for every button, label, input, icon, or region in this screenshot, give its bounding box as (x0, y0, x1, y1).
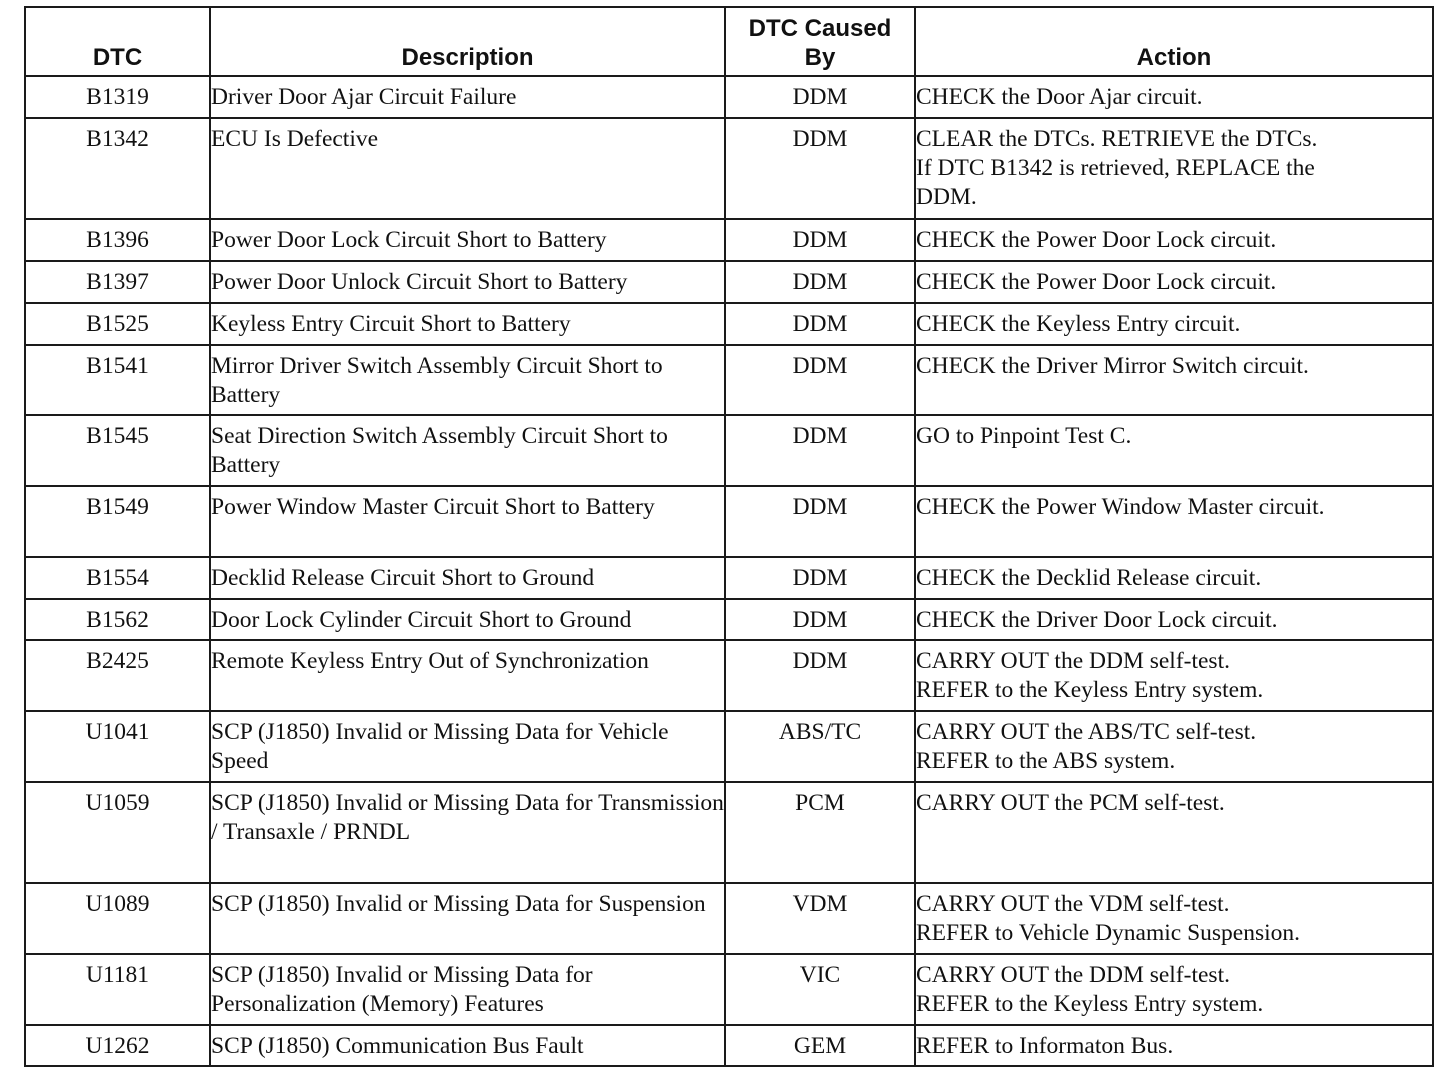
dtc-description: Driver Door Ajar Circuit Failure (210, 76, 725, 118)
dtc-action (915, 303, 1433, 345)
dtc-code: U1041 (25, 711, 210, 782)
dtc-description: Keyless Entry Circuit Short to Battery (210, 303, 725, 345)
dtc-description: Power Door Unlock Circuit Short to Battery (210, 261, 725, 303)
dtc-caused-by: DDM (725, 640, 915, 711)
dtc-code: U1181 (25, 954, 210, 1025)
dtc-description: Remote Keyless Entry Out of Synchronization (210, 640, 725, 711)
dtc-caused-by: DDM (725, 599, 915, 640)
dtc-action-line: CARRY OUT the DDM self-test. (916, 648, 1230, 674)
dtc-action (915, 782, 1433, 883)
dtc-action-line: REFER to Informaton Bus. (916, 1033, 1174, 1059)
dtc-description: SCP (J1850) Communication Bus Fault (210, 1025, 725, 1066)
dtc-code: B2425 (25, 640, 210, 711)
dtc-caused-by: ABS/TC (725, 711, 915, 782)
header-caused-by-line2: By (804, 44, 836, 71)
dtc-caused-by: VIC (725, 954, 915, 1025)
dtc-action (915, 557, 1433, 599)
dtc-action-line: REFER to Vehicle Dynamic Suspension. (916, 920, 1301, 946)
dtc-action-line: REFER to the ABS system. (916, 748, 1176, 774)
header-row (25, 7, 1433, 76)
dtc-action-line: CHECK the Power Window Master circuit. (916, 494, 1325, 520)
dtc-action-line: CARRY OUT the PCM self-test. (916, 790, 1225, 816)
table-body (25, 76, 1433, 1066)
dtc-description: ECU Is Defective (210, 118, 725, 219)
table-row (25, 640, 1433, 711)
dtc-action (915, 261, 1433, 303)
dtc-action-line: GO to Pinpoint Test C. (916, 423, 1132, 449)
dtc-caused-by: DDM (725, 415, 915, 486)
dtc-action-line: CLEAR the DTCs. RETRIEVE the DTCs. (916, 126, 1318, 152)
dtc-description: SCP (J1850) Invalid or Missing Data for Personalization (Memory) Features (210, 954, 725, 1025)
dtc-action (915, 486, 1433, 557)
header-caused-by-line1: DTC Caused (748, 15, 892, 42)
dtc-action-line: CARRY OUT the VDM self-test. (916, 891, 1230, 917)
header-caused-by (725, 7, 915, 76)
dtc-action (915, 640, 1433, 711)
dtc-action-line: CARRY OUT the DDM self-test. (916, 962, 1230, 988)
dtc-code: B1397 (25, 261, 210, 303)
dtc-action-line: REFER to the Keyless Entry system. (916, 677, 1264, 703)
dtc-code: B1549 (25, 486, 210, 557)
dtc-code: B1342 (25, 118, 210, 219)
dtc-action-line: CHECK the Door Ajar circuit. (916, 84, 1203, 110)
dtc-action-line: If DTC B1342 is retrieved, REPLACE the (916, 155, 1315, 181)
dtc-caused-by: VDM (725, 883, 915, 954)
dtc-action-line: CHECK the Power Door Lock circuit. (916, 269, 1277, 295)
dtc-action-line: CHECK the Decklid Release circuit. (916, 565, 1262, 591)
dtc-caused-by: DDM (725, 118, 915, 219)
dtc-caused-by: GEM (725, 1025, 915, 1066)
table-row (25, 954, 1433, 1025)
table-row (25, 1025, 1433, 1066)
table-row (25, 415, 1433, 486)
dtc-action (915, 415, 1433, 486)
dtc-action-line: DDM. (916, 184, 977, 210)
dtc-action (915, 219, 1433, 261)
dtc-action-line: CARRY OUT the ABS/TC self-test. (916, 719, 1257, 745)
header-dtc: DTC (25, 7, 210, 76)
dtc-caused-by: DDM (725, 261, 915, 303)
table-row (25, 711, 1433, 782)
dtc-caused-by: DDM (725, 345, 915, 415)
dtc-action-line: CHECK the Power Door Lock circuit. (916, 227, 1277, 253)
dtc-code: U1262 (25, 1025, 210, 1066)
dtc-description: Power Window Master Circuit Short to Battery (210, 486, 725, 557)
dtc-code: B1554 (25, 557, 210, 599)
dtc-code: B1545 (25, 415, 210, 486)
dtc-code: B1319 (25, 76, 210, 118)
dtc-table (24, 6, 1434, 1067)
dtc-caused-by: DDM (725, 219, 915, 261)
table-row (25, 782, 1433, 883)
dtc-description: Power Door Lock Circuit Short to Battery (210, 219, 725, 261)
dtc-code: B1525 (25, 303, 210, 345)
dtc-action-line: REFER to the Keyless Entry system. (916, 991, 1264, 1017)
dtc-action (915, 118, 1433, 219)
dtc-caused-by: PCM (725, 782, 915, 883)
dtc-description: SCP (J1850) Invalid or Missing Data for Transmission / Transaxle / PRNDL (210, 782, 725, 883)
header-action: Action (915, 7, 1433, 76)
table-row (25, 883, 1433, 954)
dtc-code: B1541 (25, 345, 210, 415)
dtc-description: SCP (J1850) Invalid or Missing Data for Suspension (210, 883, 725, 954)
table-row (25, 557, 1433, 599)
table-row (25, 76, 1433, 118)
table-row (25, 599, 1433, 640)
table-row (25, 219, 1433, 261)
dtc-caused-by: DDM (725, 303, 915, 345)
dtc-description: SCP (J1850) Invalid or Missing Data for Vehicle Speed (210, 711, 725, 782)
dtc-caused-by: DDM (725, 486, 915, 557)
dtc-action (915, 883, 1433, 954)
table-row (25, 345, 1433, 415)
dtc-action (915, 599, 1433, 640)
dtc-action (915, 954, 1433, 1025)
table-row (25, 486, 1433, 557)
dtc-caused-by: DDM (725, 557, 915, 599)
table-row (25, 261, 1433, 303)
dtc-description: Seat Direction Switch Assembly Circuit Short to Battery (210, 415, 725, 486)
dtc-action (915, 345, 1433, 415)
dtc-action (915, 711, 1433, 782)
dtc-description: Decklid Release Circuit Short to Ground (210, 557, 725, 599)
dtc-description: Door Lock Cylinder Circuit Short to Ground (210, 599, 725, 640)
dtc-caused-by: DDM (725, 76, 915, 118)
header-description: Description (210, 7, 725, 76)
dtc-code: B1562 (25, 599, 210, 640)
dtc-action-line: CHECK the Keyless Entry circuit. (916, 311, 1241, 337)
table-row (25, 118, 1433, 219)
dtc-action-line: CHECK the Driver Door Lock circuit. (916, 607, 1278, 633)
dtc-action (915, 76, 1433, 118)
dtc-description: Mirror Driver Switch Assembly Circuit Short to Battery (210, 345, 725, 415)
dtc-action-line: CHECK the Driver Mirror Switch circuit. (916, 353, 1309, 379)
table-row (25, 303, 1433, 345)
dtc-action (915, 1025, 1433, 1066)
dtc-code: U1089 (25, 883, 210, 954)
dtc-code: U1059 (25, 782, 210, 883)
dtc-code: B1396 (25, 219, 210, 261)
